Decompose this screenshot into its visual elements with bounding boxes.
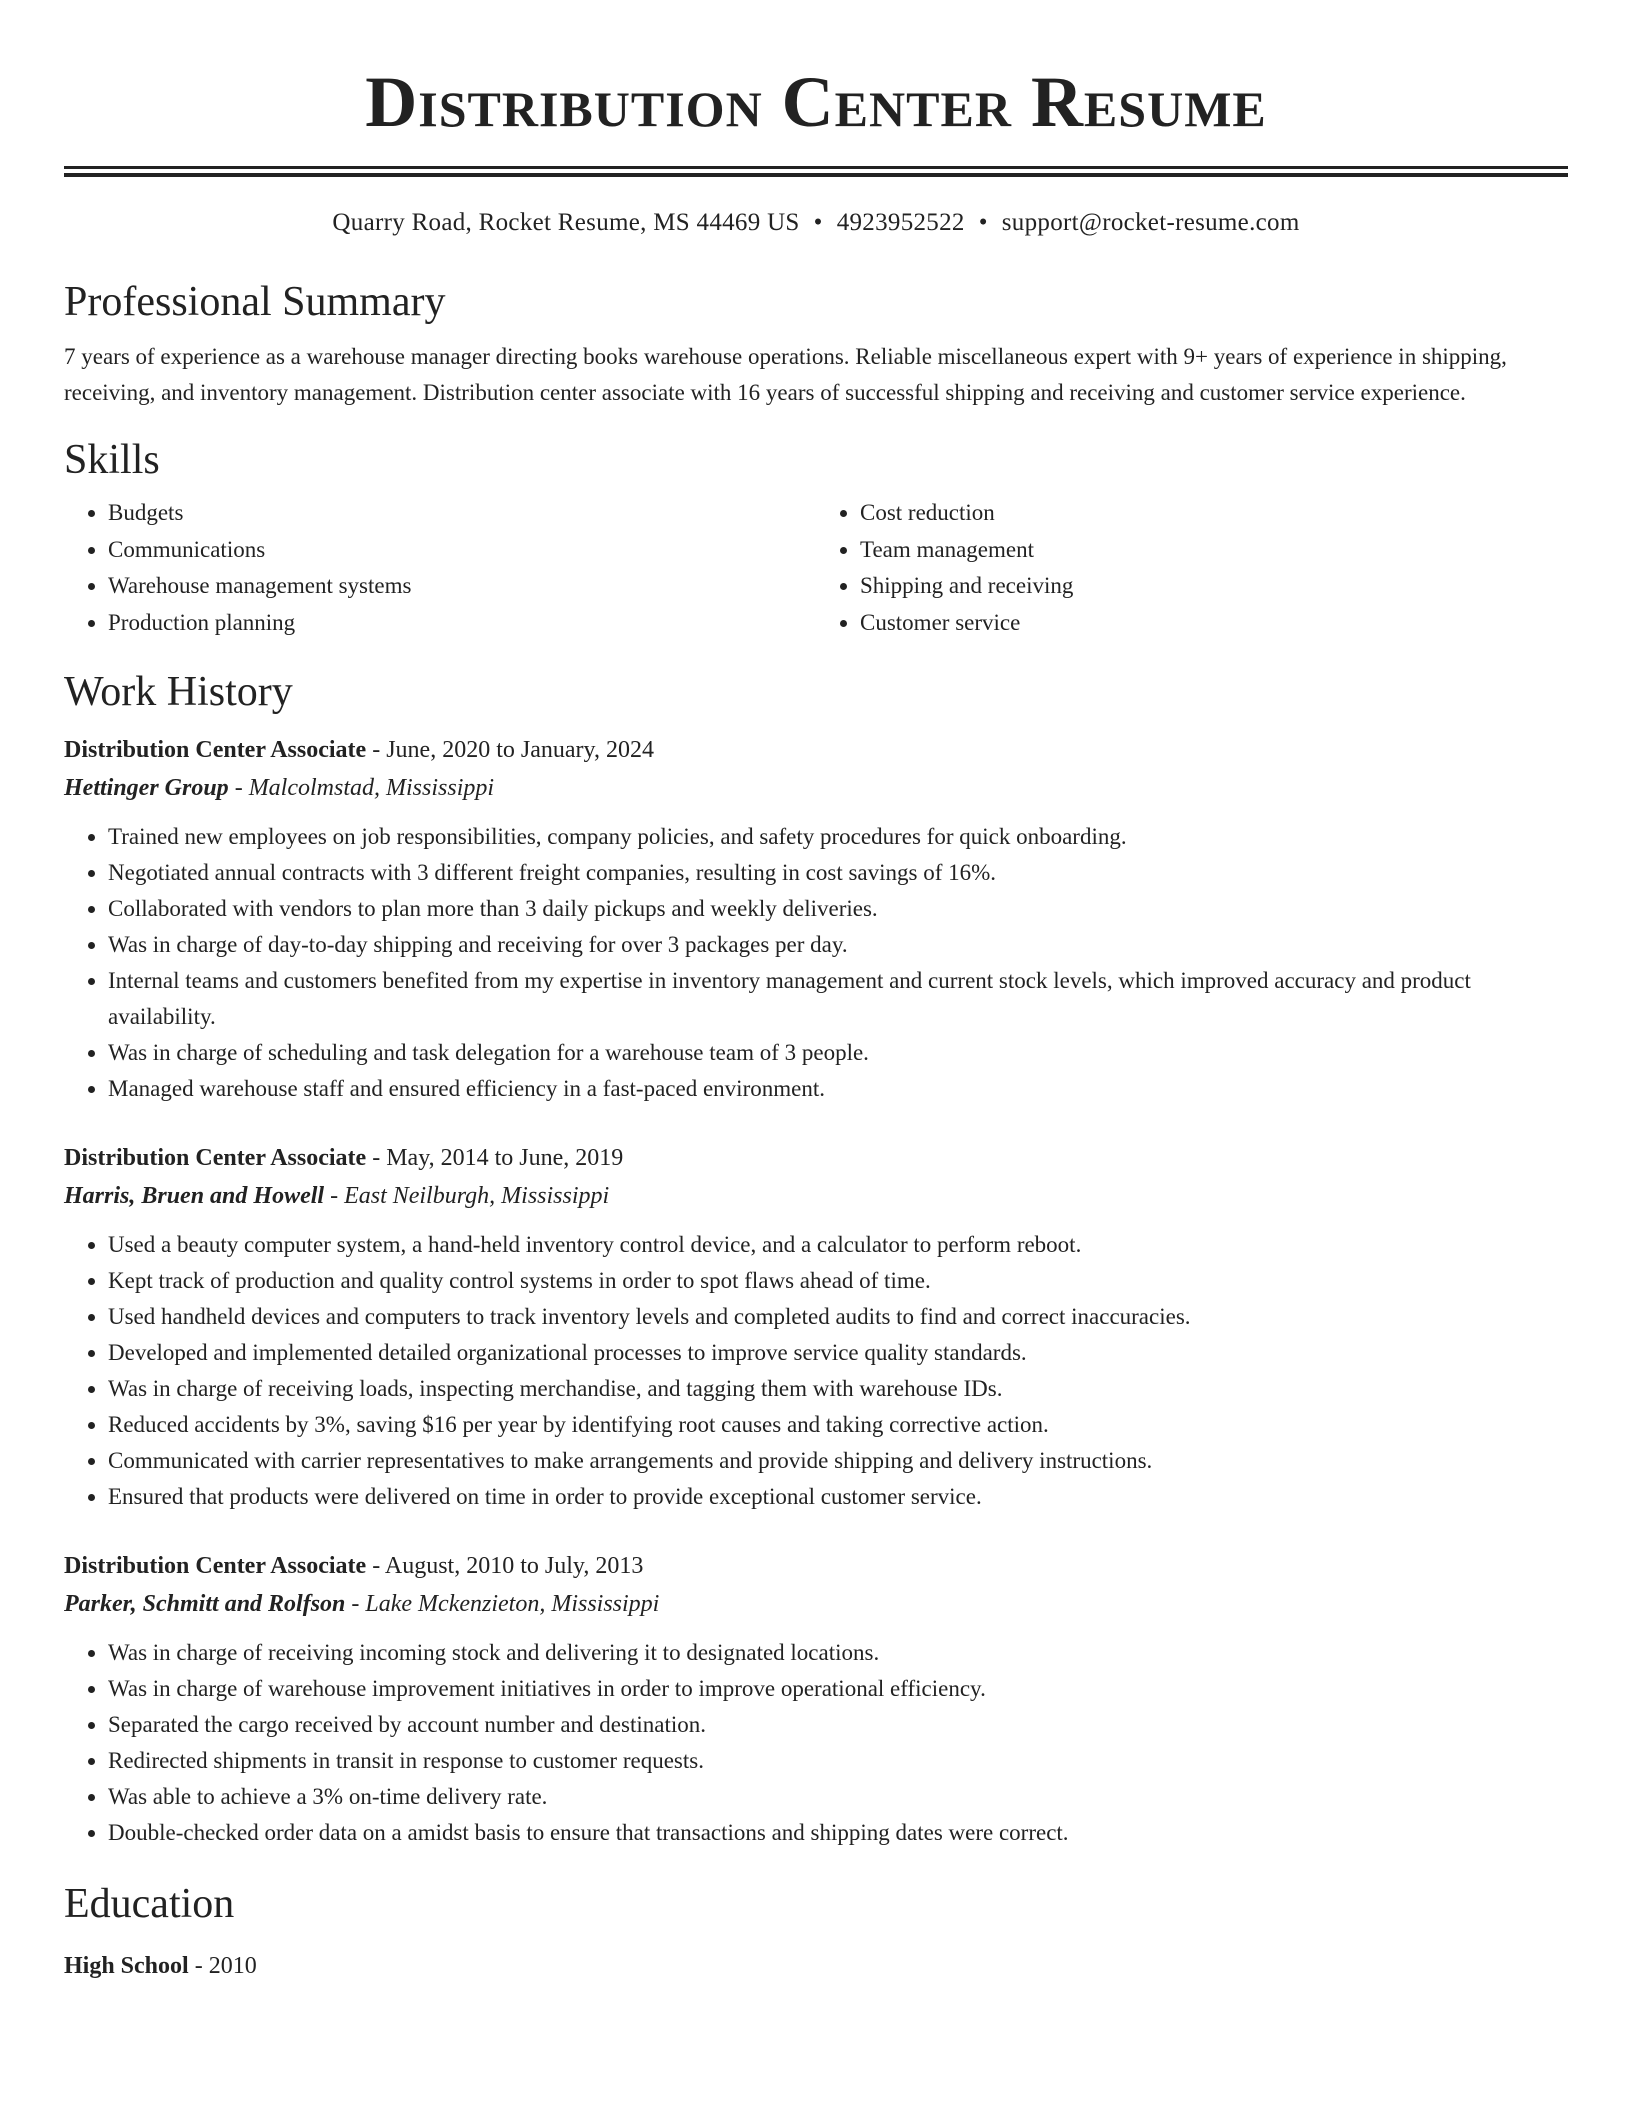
job-title-line [64,731,1568,769]
job-entry [64,1139,1568,1515]
duty-item: • Developed and implemented detailed organizational processes to improve service quality standards. [108,1335,1568,1371]
contact-email: support@rocket-resume.com [1001,209,1300,236]
job-role: Distribution Center Associate [64,737,367,763]
duty-item: • Trained new employees on job responsibilities, company policies, and safety procedures for quick onboarding. [108,819,1568,855]
job-dash: - [366,1145,387,1171]
skill-item: • Team management [860,532,1568,569]
job-company: Parker, Schmitt and Rolfson [64,1591,346,1617]
job-company-line [64,769,1568,807]
job-dash: - [345,1591,366,1617]
job-dates: June, 2020 to January, 2024 [386,737,654,763]
duty-item: • Redirected shipments in transit in response to customer requests. [108,1743,1568,1779]
skill-item: • Cost reduction [860,495,1568,532]
duty-item: • Reduced accidents by 3%, saving $16 per year by identifying root causes and taking corrective action. [108,1407,1568,1443]
job-company-line [64,1585,1568,1623]
job-location: Malcolmstad, Mississippi [248,775,495,801]
duty-item: • Was in charge of day-to-day shipping and receiving for over 3 packages per day. [108,927,1568,963]
contact-phone: 4923952522 [836,209,965,236]
job-company-line [64,1177,1568,1215]
job-duties [64,1227,1568,1515]
contact-separator: • [978,209,988,236]
job-entry [64,1547,1568,1851]
job-role: Distribution Center Associate [64,1145,367,1171]
job-dates: August, 2010 to July, 2013 [384,1553,644,1579]
duty-item: • Communicated with carrier representatives to make arrangements and provide shipping and delivery instructions. [108,1443,1568,1479]
job-company: Harris, Bruen and Howell [64,1183,325,1209]
page-title: Distribution Center Resume [365,62,1267,142]
duty-item: • Internal teams and customers benefited from my expertise in inventory management and current stock levels, which improved accuracy and product availability. [108,963,1568,1035]
duty-item: • Was able to achieve a 3% on-time delivery rate. [108,1779,1568,1815]
duty-item: • Separated the cargo received by account number and destination. [108,1707,1568,1743]
job-dash: - [228,775,249,801]
contact-separator: • [813,209,823,236]
skills-column-left [64,495,816,641]
job-dash: - [324,1183,345,1209]
job-location: Lake Mckenzieton, Mississippi [365,1591,660,1617]
duty-item: • Used a beauty computer system, a hand-held inventory control device, and a calculator to perform reboot. [108,1227,1568,1263]
job-company: Hettinger Group [64,775,229,801]
job-entry [64,731,1568,1107]
skills-column-right [816,495,1568,641]
job-dash: - [366,737,387,763]
job-dash: - [366,1553,385,1579]
skill-item: • Communications [108,532,816,569]
job-location: East Neilburgh, Mississippi [344,1183,610,1209]
education-heading: Education [64,1881,235,1927]
duty-item: • Double-checked order data on a amidst basis to ensure that transactions and shipping dates were correct. [108,1815,1568,1851]
title-divider [64,166,1568,177]
contact-line [64,207,1568,239]
duty-item: • Collaborated with vendors to plan more than 3 daily pickups and weekly deliveries. [108,891,1568,927]
skill-item: • Warehouse management systems [108,568,816,605]
summary-heading: Professional Summary [64,279,446,325]
duty-item: • Was in charge of receiving incoming stock and delivering it to designated locations. [108,1635,1568,1671]
duty-item: • Was in charge of warehouse improvement initiatives in order to improve operational efficiency. [108,1671,1568,1707]
contact-address: Quarry Road, Rocket Resume, MS 44469 US [332,209,800,236]
duty-item: • Was in charge of receiving loads, inspecting merchandise, and tagging them with warehouse IDs. [108,1371,1568,1407]
duty-item: • Managed warehouse staff and ensured efficiency in a fast-paced environment. [108,1071,1568,1107]
work-history-heading: Work History [64,669,293,715]
duty-item: • Negotiated annual contracts with 3 different freight companies, resulting in cost savings of 16%. [108,855,1568,891]
duty-item: • Was in charge of scheduling and task delegation for a warehouse team of 3 people. [108,1035,1568,1071]
skill-item: • Customer service [860,605,1568,642]
skill-item: • Shipping and receiving [860,568,1568,605]
skill-item: • Budgets [108,495,816,532]
duty-item: • Used handheld devices and computers to track inventory levels and completed audits to find and correct inaccuracies. [108,1299,1568,1335]
job-title-line [64,1139,1568,1177]
skills-list [64,495,1568,641]
duty-item: • Kept track of production and quality control systems in order to spot flaws ahead of time. [108,1263,1568,1299]
job-duties [64,819,1568,1107]
job-dates: May, 2014 to June, 2019 [386,1145,624,1171]
summary-text: 7 years of experience as a warehouse manager directing books warehouse operations. Reliable miscellaneous expert with 9+ years of experience in shipping, receiving, and inventory management. Distribution center associate with 16 years of successful shipping and receiving and customer service experience. [64,344,1507,405]
skills-heading: Skills [64,437,160,483]
skill-item: • Production planning [108,605,816,642]
duty-item: • Ensured that products were delivered on time in order to provide exceptional customer service. [108,1479,1568,1515]
education-dash: - [188,1953,209,1979]
education-degree: High School [64,1953,189,1979]
job-duties [64,1635,1568,1851]
education-year: 2010 [208,1953,257,1979]
job-role: Distribution Center Associate [64,1553,367,1579]
education-entry [64,1947,1568,1985]
job-title-line [64,1547,1568,1585]
